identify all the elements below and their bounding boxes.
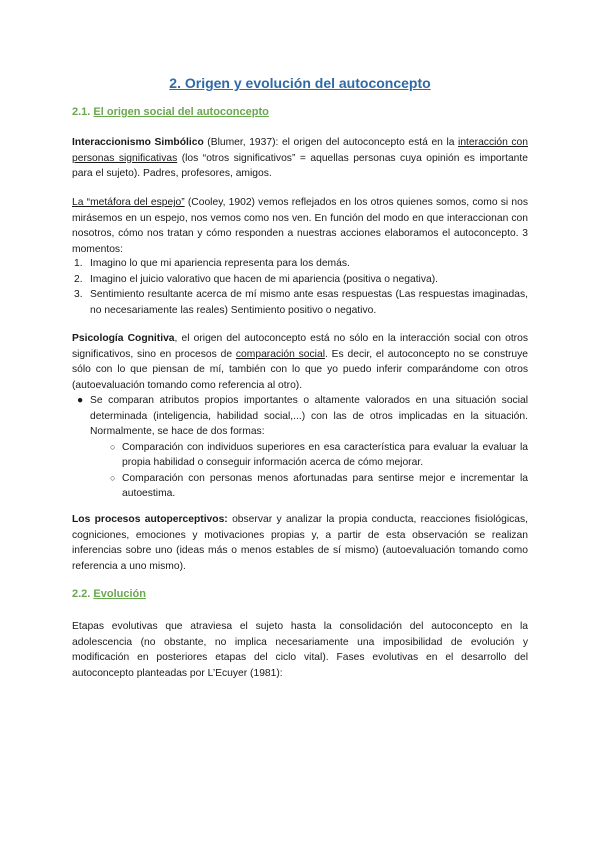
list-number: 3. xyxy=(74,289,83,300)
page-title: 2. Origen y evolución del autoconcepto xyxy=(169,75,431,91)
list-number: 2. xyxy=(74,273,83,285)
paragraph-text: (Blumer, 1937): el origen del autoconcepto está en la xyxy=(203,137,459,148)
underlined-concept: La “metáfora del espejo” xyxy=(72,197,185,208)
list-item-text: Sentimiento resultante acerca de mí mismo ante esas respuestas (Las respuestas imaginadas, no necesariamente las reales) Sentimiento positivo o negativo. xyxy=(90,289,528,316)
list-item xyxy=(72,287,528,318)
paragraph-text: (Cooley, 1902) vemos reflejados en los otros quienes somos, como si nos mirásemos en un espejo, nos vemos como nos ven. En función del modo en que interaccionan con nosotros, cómo nos tratan y cómo responden a nuestras acciones elaboramos el autoconcepto. 3 momentos: xyxy=(72,197,528,255)
sub-bullet-marker: ○ xyxy=(110,472,116,483)
moments-list xyxy=(72,256,528,318)
sub-bullet-text: Comparación con personas menos afortunadas para sentirse mejor e incrementar la autoestima. xyxy=(122,472,528,499)
list-item-text: Imagino el juicio valorativo que hacen de mi apariencia (positiva o negativa). xyxy=(90,273,439,285)
term-autoperceptivos: Los procesos autoperceptivos: xyxy=(72,514,228,525)
section-number: 2.1. xyxy=(72,106,94,118)
sub-bullet-item xyxy=(72,440,528,471)
underlined-concept: comparación social xyxy=(235,348,325,360)
paragraph-psicologia-cognitiva xyxy=(72,331,528,502)
bullet-item xyxy=(72,393,528,440)
paragraph-etapas xyxy=(72,619,528,681)
paragraph-autoperceptivos xyxy=(72,512,528,574)
paragraph-text: . Es decir, el autoconcepto no se construye sólo con lo que piensan de mí, también con lo que yo puedo inferir comparándome con otros (autoevaluación tomando como referencia al otro). xyxy=(72,348,528,391)
sub-bullet-text: Comparación con individuos superiores en esa característica para evaluar la evaluar la propia habilidad o conseguir información acerca de cómo mejorar. xyxy=(122,441,528,468)
paragraph-text: , el origen del autoconcepto está no sólo en la interacción social con otros significativos, sino en procesos de xyxy=(72,333,528,360)
bullet-text: Se comparan atributos propios importantes o altamente valorados en una situación social determinada (inteligencia, habilidad social,...) con las de otros implicadas en la situación. Normalmente, se hace de dos formas: xyxy=(90,395,528,437)
paragraph-interaccionismo xyxy=(72,135,528,182)
section-title: Evolución xyxy=(93,588,146,600)
paragraph-text: Etapas evolutivas que atraviesa el sujeto hasta la consolidación del autoconcepto en la adolescencia (no obstante, no implica necesariamente una imposibilidad de evolución y modificación en posteriores etapas del ciclo vital). Fases evolutivas en el desarrollo del autoconcepto planteadas por L’Ecuyer (1981): xyxy=(72,621,528,679)
underlined-concept: interacción con personas significativas xyxy=(72,137,529,164)
list-number: 1. xyxy=(74,258,83,269)
section-heading-origin xyxy=(72,106,269,118)
term-interaccionismo: Interaccionismo Simbólico xyxy=(72,137,204,148)
term-psicologia-cognitiva: Psicología Cognitiva xyxy=(72,333,175,344)
list-item xyxy=(72,272,528,288)
paragraph-metafora-espejo xyxy=(72,195,528,257)
list-item-text: Imagino lo que mi apariencia representa para los demás. xyxy=(90,258,350,269)
section-title: El origen social del autoconcepto xyxy=(93,106,269,118)
paragraph-text: (los “otros significativos” = aquellas personas cuya opinión es importante para el sujeto). Padres, profesores, amigos. xyxy=(72,152,528,179)
sub-bullet-marker: ○ xyxy=(110,441,116,452)
section-heading-evolucion xyxy=(72,588,146,600)
section-number: 2.2. xyxy=(72,588,94,600)
sub-bullet-item xyxy=(72,471,528,502)
paragraph-text: observar y analizar la propia conducta, reacciones fisiológicas, cogniciones, emociones y motivaciones propias y, a partir de esta observación se realizan inferencias sobre uno (ideas más o menos estables de sí mismo) (autoevaluación tomando como referencia a uno mismo). xyxy=(72,514,528,572)
bullet-marker: ● xyxy=(77,395,84,406)
list-item xyxy=(72,256,528,272)
